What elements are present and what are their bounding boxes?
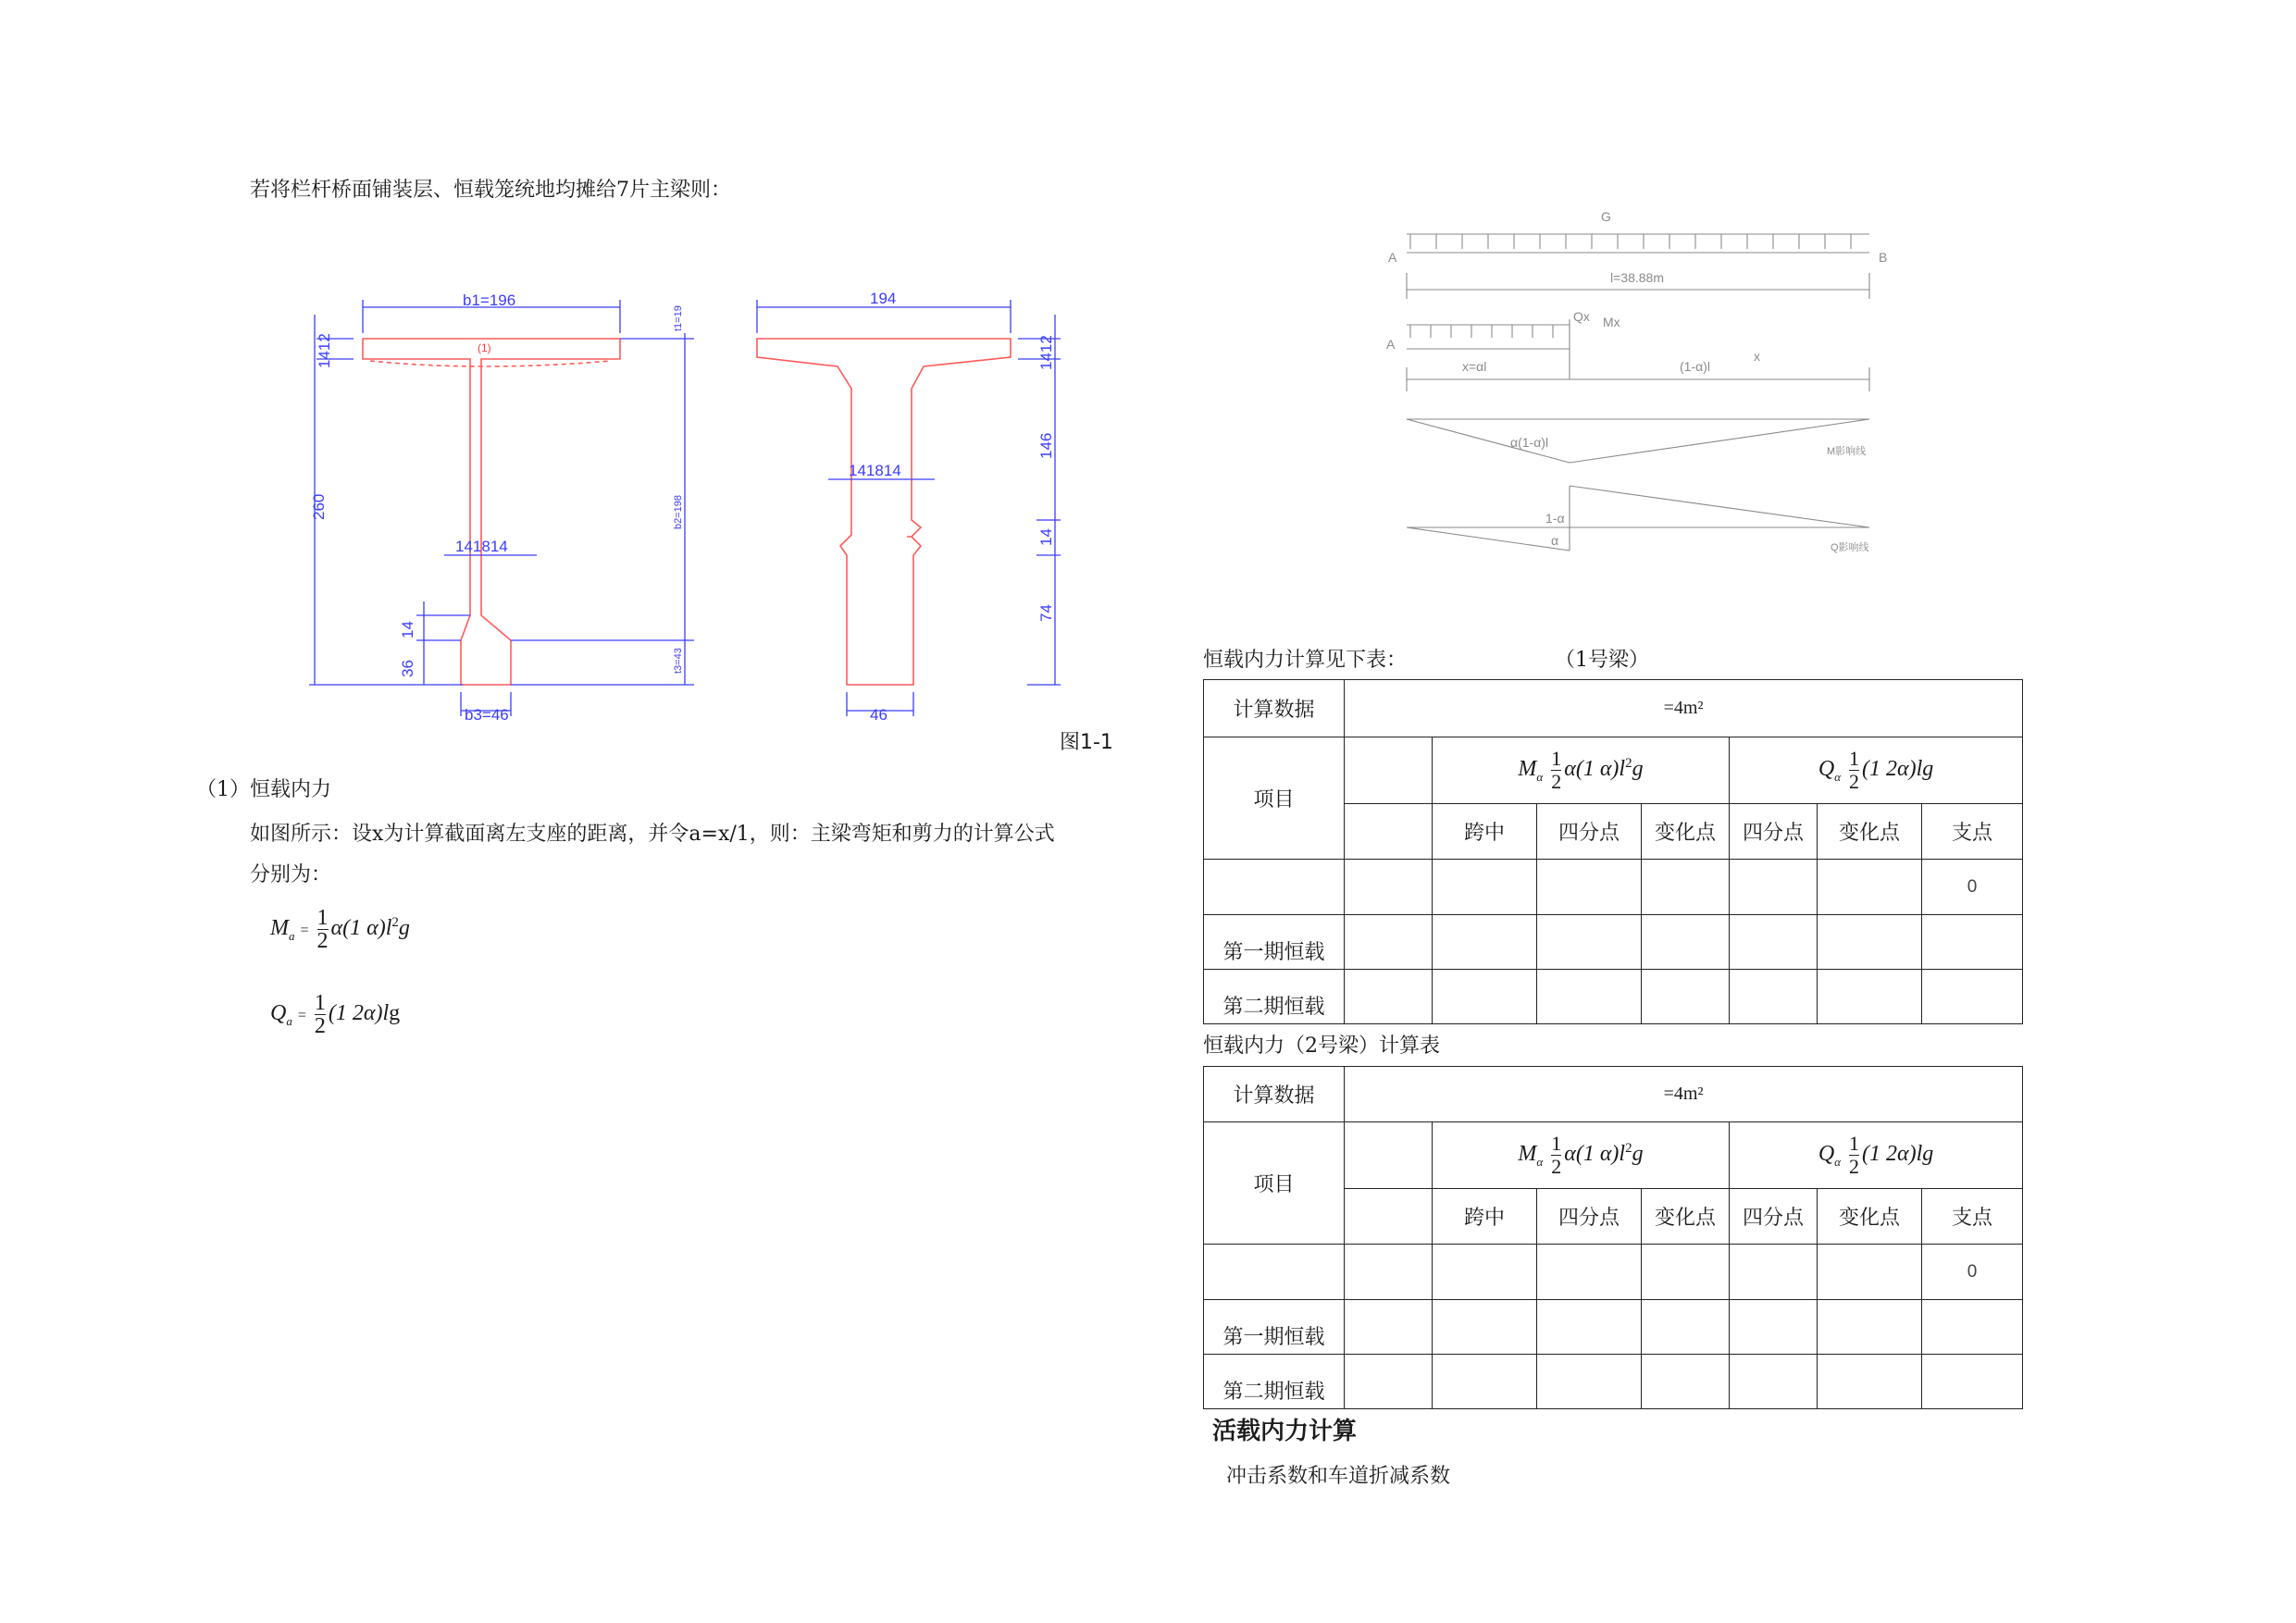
- label-rest: (1-α)l: [1680, 359, 1710, 374]
- t1-zero: 0: [1922, 860, 2023, 915]
- right-beam-outline: [757, 339, 1011, 685]
- t2-row-second: 第二期恒载: [1204, 1355, 1345, 1409]
- table2-caption: 恒载内力（2号梁）计算表: [1203, 1035, 1440, 1058]
- dim-b3: b3=46: [465, 706, 509, 724]
- t2-col-0: 跨中: [1433, 1189, 1537, 1245]
- cross-section-figure: [296, 278, 1129, 759]
- label-Qx: Qx: [1573, 309, 1590, 324]
- dim-46: 46: [870, 706, 887, 724]
- dim-t1: t1=19: [673, 305, 684, 331]
- table1-caption: 恒载内力计算见下表：: [1203, 649, 1408, 672]
- dim-1412-right: 1412: [1037, 335, 1055, 370]
- t1-col-5: 支点: [1922, 804, 2023, 860]
- t1-row-second: 第二期恒载: [1204, 970, 1345, 1024]
- dim-1412-left: 1412: [316, 333, 333, 368]
- label-A2: A: [1386, 337, 1396, 352]
- dim-web-left: 141814: [455, 538, 508, 555]
- moment-formula: $M_a$ = $\frac{1}{2}$ α(1 $\alpha)l^2g$: [270, 906, 410, 953]
- t1-col-0: 跨中: [1433, 804, 1537, 860]
- influence-line-diagram: [1379, 208, 1906, 564]
- dim-14: 14: [399, 621, 416, 638]
- t1-moment-header: $M_\alpha$ $\frac{1}{2}$ α(1 $\alpha)l^2g$: [1433, 737, 1730, 804]
- t2-col-1: 四分点: [1537, 1189, 1642, 1245]
- dim-36: 36: [399, 660, 416, 677]
- t2-data-label: 计算数据: [1204, 1067, 1345, 1122]
- label-x: x: [1754, 349, 1760, 364]
- section-body-line1: 如图所示：设x为计算截面离左支座的距离，并令a=x/1，则：主梁弯矩和剪力的计算公式: [250, 823, 1055, 846]
- t2-col-5: 支点: [1922, 1189, 2023, 1245]
- table2: [1203, 1066, 2023, 1409]
- dim-b1: b1=196: [463, 291, 516, 309]
- section-body-line2: 分别为：: [250, 863, 332, 886]
- t2-zero: 0: [1922, 1245, 2023, 1300]
- t1-item-label: 项目: [1204, 737, 1345, 860]
- t1-data-label: 计算数据: [1204, 680, 1345, 737]
- label-B: B: [1879, 250, 1888, 265]
- t2-shear-header: $Q_\alpha$ $\frac{1}{2}$ (1 2α)lg: [1730, 1122, 2023, 1189]
- figure-caption: 图1-1: [1060, 731, 1113, 754]
- beam-mark: (1): [478, 341, 491, 354]
- dim-146: 146: [1037, 432, 1055, 459]
- dim-194: 194: [870, 290, 897, 307]
- table1-beam-label: （1号梁）: [1555, 649, 1649, 672]
- label-Mx: Mx: [1603, 315, 1620, 329]
- t2-col-3: 四分点: [1730, 1189, 1818, 1245]
- t1-col-3: 四分点: [1730, 804, 1818, 860]
- t2-item-label: 项目: [1204, 1122, 1345, 1245]
- label-m-line: M影响线: [1827, 446, 1867, 457]
- intro-text: 若将栏杆桥面铺装层、恒载笼统地均摊给7片主梁则：: [250, 179, 731, 202]
- dim-14-right: 14: [1037, 528, 1055, 546]
- t1-col-4: 变化点: [1818, 804, 1922, 860]
- label-l: l=38.88m: [1610, 270, 1664, 285]
- table1: [1203, 679, 2023, 1024]
- t2-moment-header: $M_\alpha$ $\frac{1}{2}$ α(1 $\alpha)l^2g$: [1433, 1122, 1730, 1189]
- section-title: （1）恒载内力: [196, 778, 331, 801]
- t2-col-4: 变化点: [1818, 1189, 1922, 1245]
- label-m-ordinate: α(1-α)l: [1510, 435, 1549, 450]
- t1-col-1: 四分点: [1537, 804, 1642, 860]
- t1-data-value: =4m²: [1345, 680, 2023, 737]
- live-load-heading: 活载内力计算: [1212, 1418, 1358, 1445]
- dim-t3: t3=43: [673, 648, 684, 674]
- label-G: G: [1601, 209, 1611, 224]
- load-arrows: [1410, 234, 1851, 249]
- label-q-top: 1-α: [1545, 511, 1565, 526]
- t1-shear-header: $Q_\alpha$ $\frac{1}{2}$ (1 2α)lg: [1730, 737, 2023, 804]
- t2-row-first: 第一期恒载: [1204, 1300, 1345, 1355]
- live-load-subheading: 冲击系数和车道折减系数: [1226, 1465, 1451, 1488]
- t1-col-2: 变化点: [1642, 804, 1730, 860]
- label-q-bot: α: [1551, 533, 1559, 548]
- label-xal: x=αl: [1462, 359, 1487, 374]
- shear-formula: $Q_a$ = $\frac{1}{2}$ (1 2α)lg: [270, 991, 401, 1038]
- dim-74: 74: [1037, 604, 1055, 622]
- dim-260: 260: [310, 493, 328, 520]
- t2-data-value: =4m²: [1345, 1067, 2023, 1122]
- dim-b2: b2=198: [673, 494, 684, 529]
- t2-col-2: 变化点: [1642, 1189, 1730, 1245]
- label-q-line: Q影响线: [1831, 542, 1869, 553]
- dim-web-right: 141814: [849, 462, 901, 479]
- label-A: A: [1388, 250, 1397, 265]
- t1-row-first: 第一期恒载: [1204, 915, 1345, 970]
